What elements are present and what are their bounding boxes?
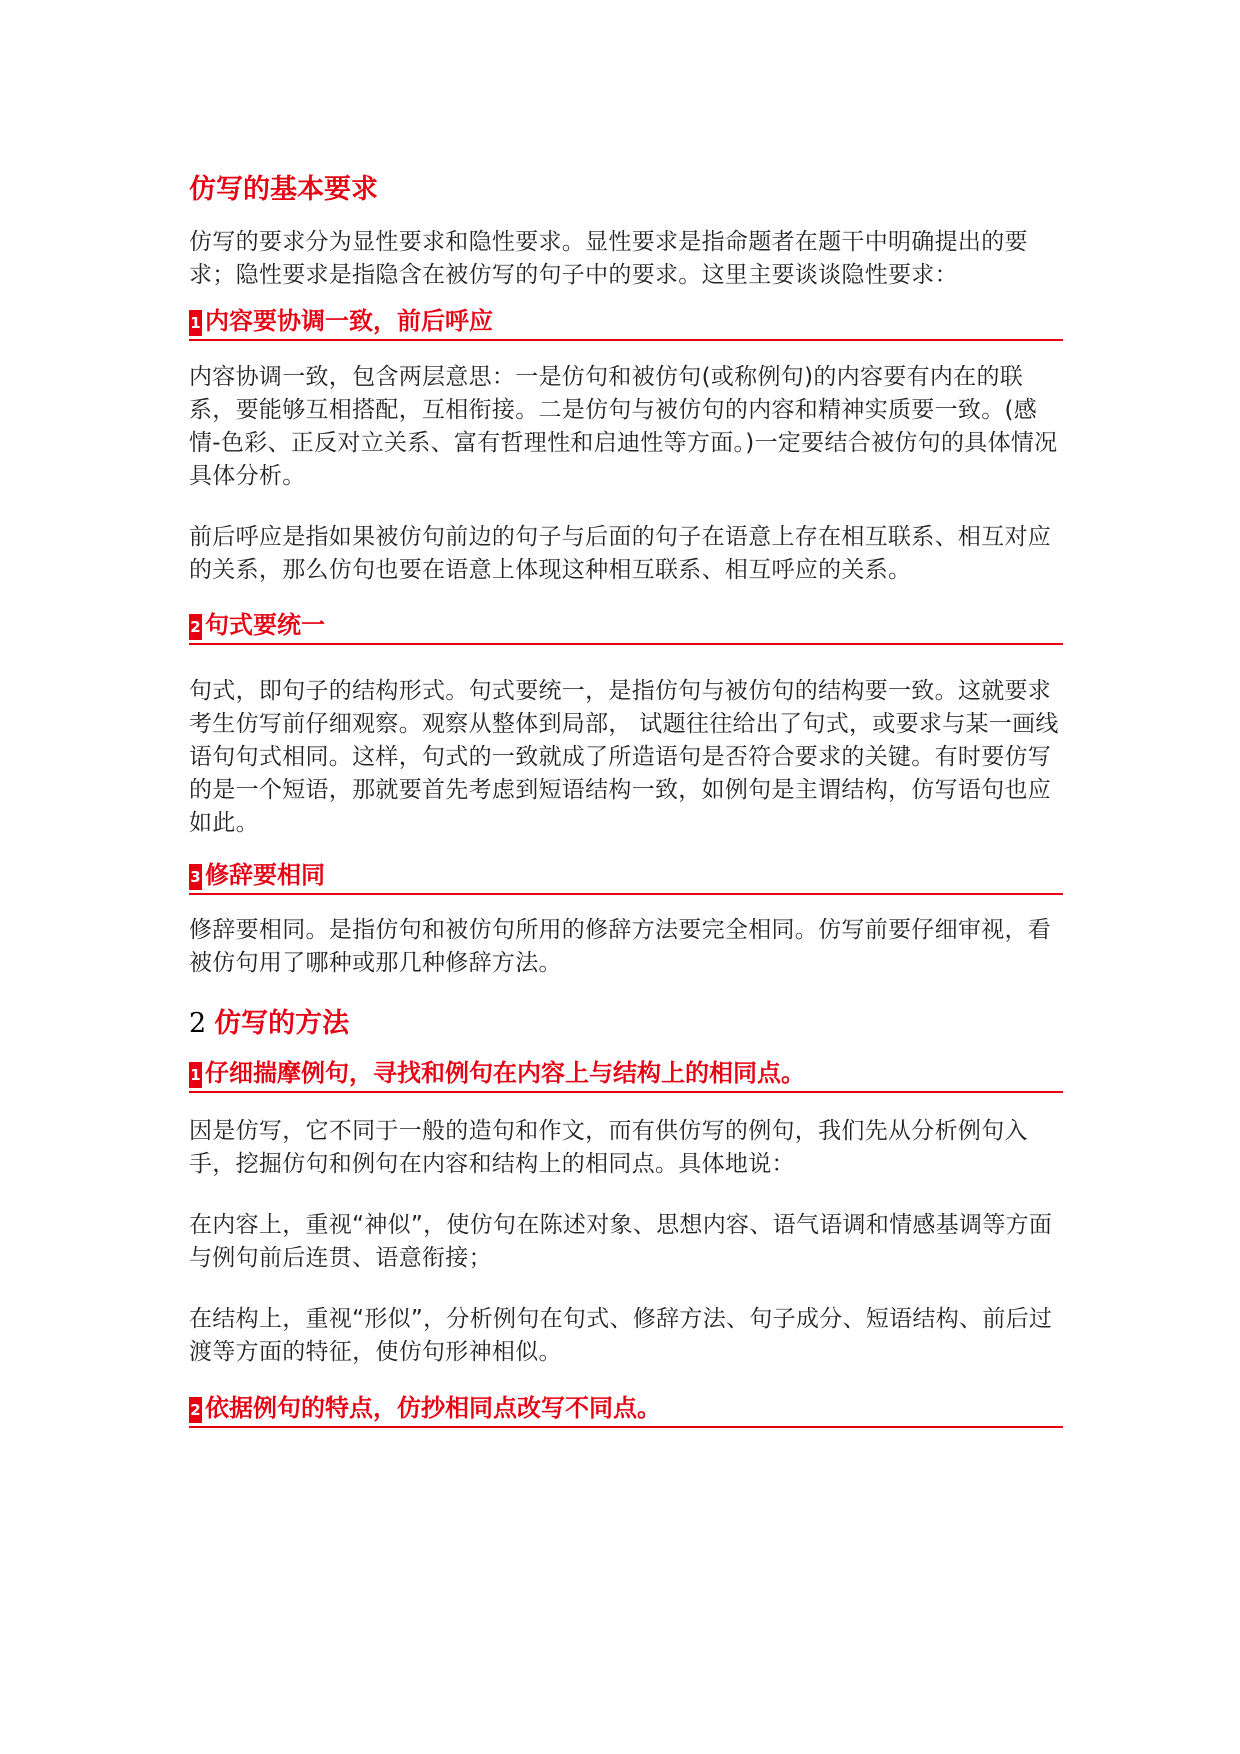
section-heading-text: 句式要统一 [205,610,325,639]
number-badge: 1 [189,310,202,336]
document-body [189,170,1063,1428]
section-heading-study-examples [189,1058,1063,1093]
number-badge: 1 [189,1062,202,1088]
section-heading-rhetoric [189,860,1063,895]
intro-paragraph: 仿写的要求分为显性要求和隐性要求。显性要求是指命题者在题干中明确提出的要求；隐性要求是指隐含在被仿写的句子中的要求。这里主要谈谈隐性要求： [189,229,1028,288]
paragraph: 前后呼应是指如果被仿句前边的句子与后面的句子在语意上存在相互联系、相互对应的关系，那么仿句也要在语意上体现这种相互联系、相互呼应的关系。 [189,524,1052,583]
paragraph: 修辞要相同。是指仿句和被仿句所用的修辞方法要完全相同。仿写前要仔细审视，看被仿句用了哪种或那几种修辞方法。 [189,917,1052,976]
paragraph: 在内容上，重视“神似”，使仿句在陈述对象、思想内容、语气语调和情感基调等方面与例句前后连贯、语意衔接； [189,1212,1053,1271]
number-badge: 2 [189,1397,202,1423]
section-heading-text: 仔细揣摩例句，寻找和例句在内容上与结构上的相同点。 [205,1058,805,1087]
paragraph: 内容协调一致，包含两层意思：一是仿句和被仿句(或称例句)的内容要有内在的联系，要能够互相搭配，互相衔接。二是仿句与被仿句的内容和精神实质要一致。(感情-色彩、正反对立关系、富有哲理性和启迪性等方面。)一定要结合被仿句的具体情况具体分析。 [189,364,1058,489]
section-heading-sentence-pattern [189,610,1063,645]
section-title-methods: 2 仿写的方法 [189,1008,350,1039]
section-number: 2 [189,1008,207,1039]
section-heading-text: 修辞要相同 [205,860,325,889]
section-heading-text: 依据例句的特点，仿抄相同点改写不同点。 [205,1393,661,1422]
section-heading-text: 内容要协调一致，前后呼应 [205,306,493,335]
paragraph: 句式，即句子的结构形式。句式要统一，是指仿句与被仿句的结构要一致。这就要求考生仿写前仔细观察。观察从整体到局部， 试题往往给出了句式，或要求与某一画线语句句式相同。这样，句式的一致就成了所造语句是否符合要求的关键。有时要仿写的是一个短语，那就要首先考虑到短语结构一致，如例句是主谓结构，仿写语句也应如此。 [189,678,1059,836]
section-heading-rewrite-differences [189,1393,1063,1428]
paragraph: 因是仿写，它不同于一般的造句和作文，而有供仿写的例句，我们先从分析例句入手，挖掘仿句和例句在内容和结构上的相同点。具体地说： [189,1118,1028,1177]
paragraph: 在结构上，重视“形似”，分析例句在句式、修辞方法、句子成分、短语结构、前后过渡等方面的特征，使仿句形神相似。 [189,1306,1053,1365]
section-title-requirements: 仿写的基本要求 [189,174,378,205]
number-badge: 3 [189,864,202,890]
section-heading-content-consistency [189,306,1063,341]
number-badge: 2 [189,614,202,640]
